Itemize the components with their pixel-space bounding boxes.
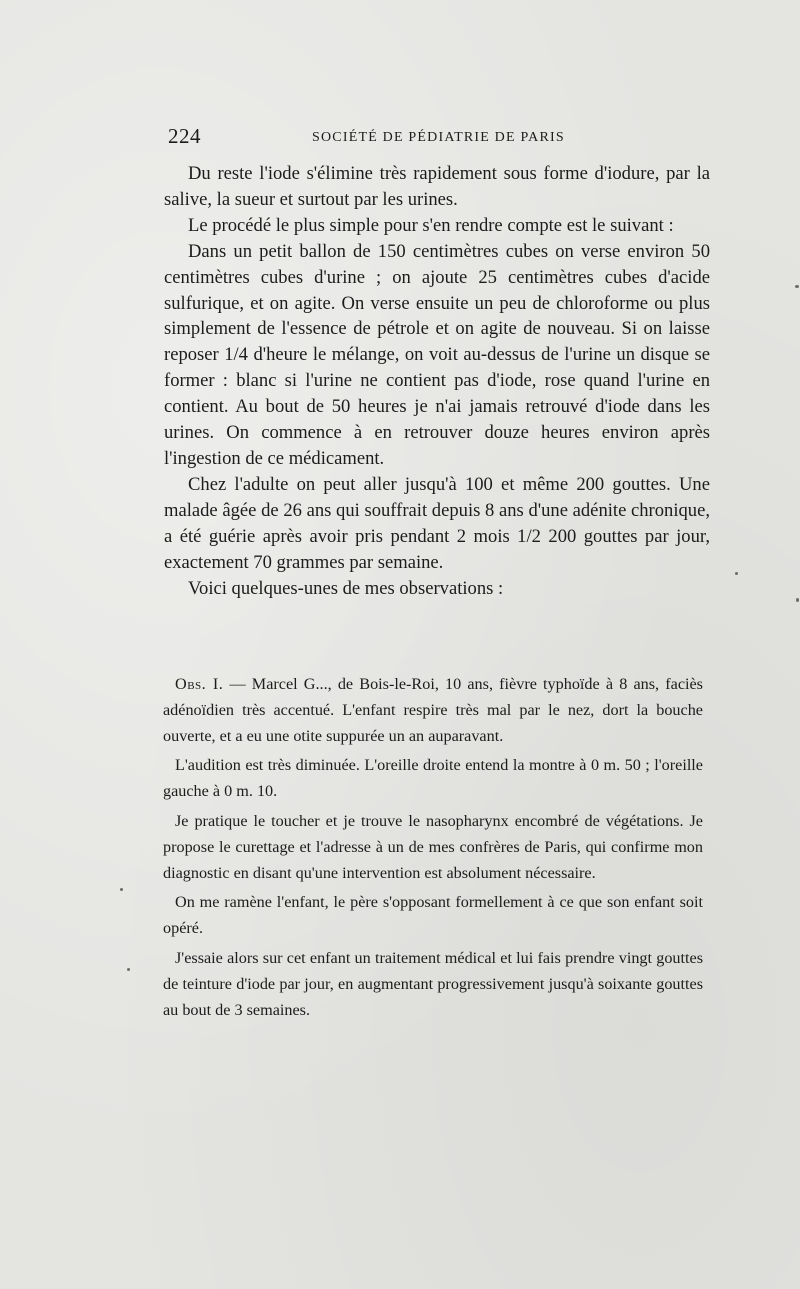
paragraph-iodine-elimination: Du reste l'iode s'élimine très rapidement sous forme d'iodure, par la salive, la sueur et surtout par les urines. [164, 163, 710, 210]
paper-speck [735, 572, 738, 575]
paragraph-observations-intro: Voici quelques-unes de mes observations : [188, 577, 504, 599]
paper-speck [796, 598, 799, 602]
paper-speck [795, 285, 799, 288]
page-header [168, 124, 708, 154]
paper-speck [120, 888, 123, 891]
page-number: 224 [168, 124, 201, 148]
paragraph-procedure-intro: Le procédé le plus simple pour s'en rendre compte est le suivant : [188, 214, 674, 236]
paragraph-adult-dosage: Chez l'adulte on peut aller jusqu'à 100 et même 200 gouttes. Une malade âgée de 26 ans qui souffrait depuis 8 ans d'une adénite chronique, a été guérie après avoir pris pendant 2 mois 1/2 200 gouttes par jour, exactement 70 grammes par semaine. [164, 473, 710, 573]
observation-first-text: — Marcel G..., de Bois-le-Roi, 10 ans, fièvre typhoïde à 8 ans, faciès adénoïdien très accentué. L'enfant respire très mal par le nez, dort la bouche ouverte, et a eu une otite suppurée un an auparavant. [163, 675, 703, 745]
running-title: SOCIÉTÉ DE PÉDIATRIE DE PARIS [312, 130, 565, 145]
observation-paragraph-refusal: On me ramène l'enfant, le père s'opposant formellement à ce que son enfant soit opéré. [163, 893, 703, 938]
observation-paragraph-treatment: J'essaie alors sur cet enfant un traitement médical et lui fais prendre vingt gouttes de teinture d'iode par jour, en augmentant progressivement jusqu'à soixante gouttes au bout de 3 semaines. [163, 948, 703, 1019]
observation-section [163, 672, 703, 1027]
observation-paragraph-diagnosis: Je pratique le toucher et je trouve le nasopharynx encombré de végétations. Je propose le curettage et l'adresse à un de mes confrères de Paris, qui confirme mon diagnostic en disant qu'une intervention est absolument nécessaire. [163, 811, 703, 882]
paper-speck [127, 968, 130, 971]
observation-label: Obs. I. [175, 675, 224, 693]
main-text [164, 161, 710, 601]
observation-paragraph-audition: L'audition est très diminuée. L'oreille droite entend la montre à 0 m. 50 ; l'oreille gauche à 0 m. 10. [163, 756, 703, 801]
observation-first-paragraph [163, 672, 703, 749]
paragraph-procedure: Dans un petit ballon de 150 centimètres cubes on verse environ 50 centimètres cubes d'urine ; on ajoute 25 centimètres cubes d'acide sulfurique, et on agite. On verse ensuite un peu de chloroforme ou plus simplement de l'essence de pétrole et on agite de nouveau. Si on laisse reposer 1/4 d'heure le mélange, on voit au-dessus de l'urine un disque se former : blanc si l'urine ne contient pas d'iode, rose quand l'urine en contient. Au bout de 50 heures je n'ai jamais retrouvé d'iode dans les urines. On commence à en retrouver douze heures environ après l'ingestion de ce médicament. [164, 240, 710, 469]
